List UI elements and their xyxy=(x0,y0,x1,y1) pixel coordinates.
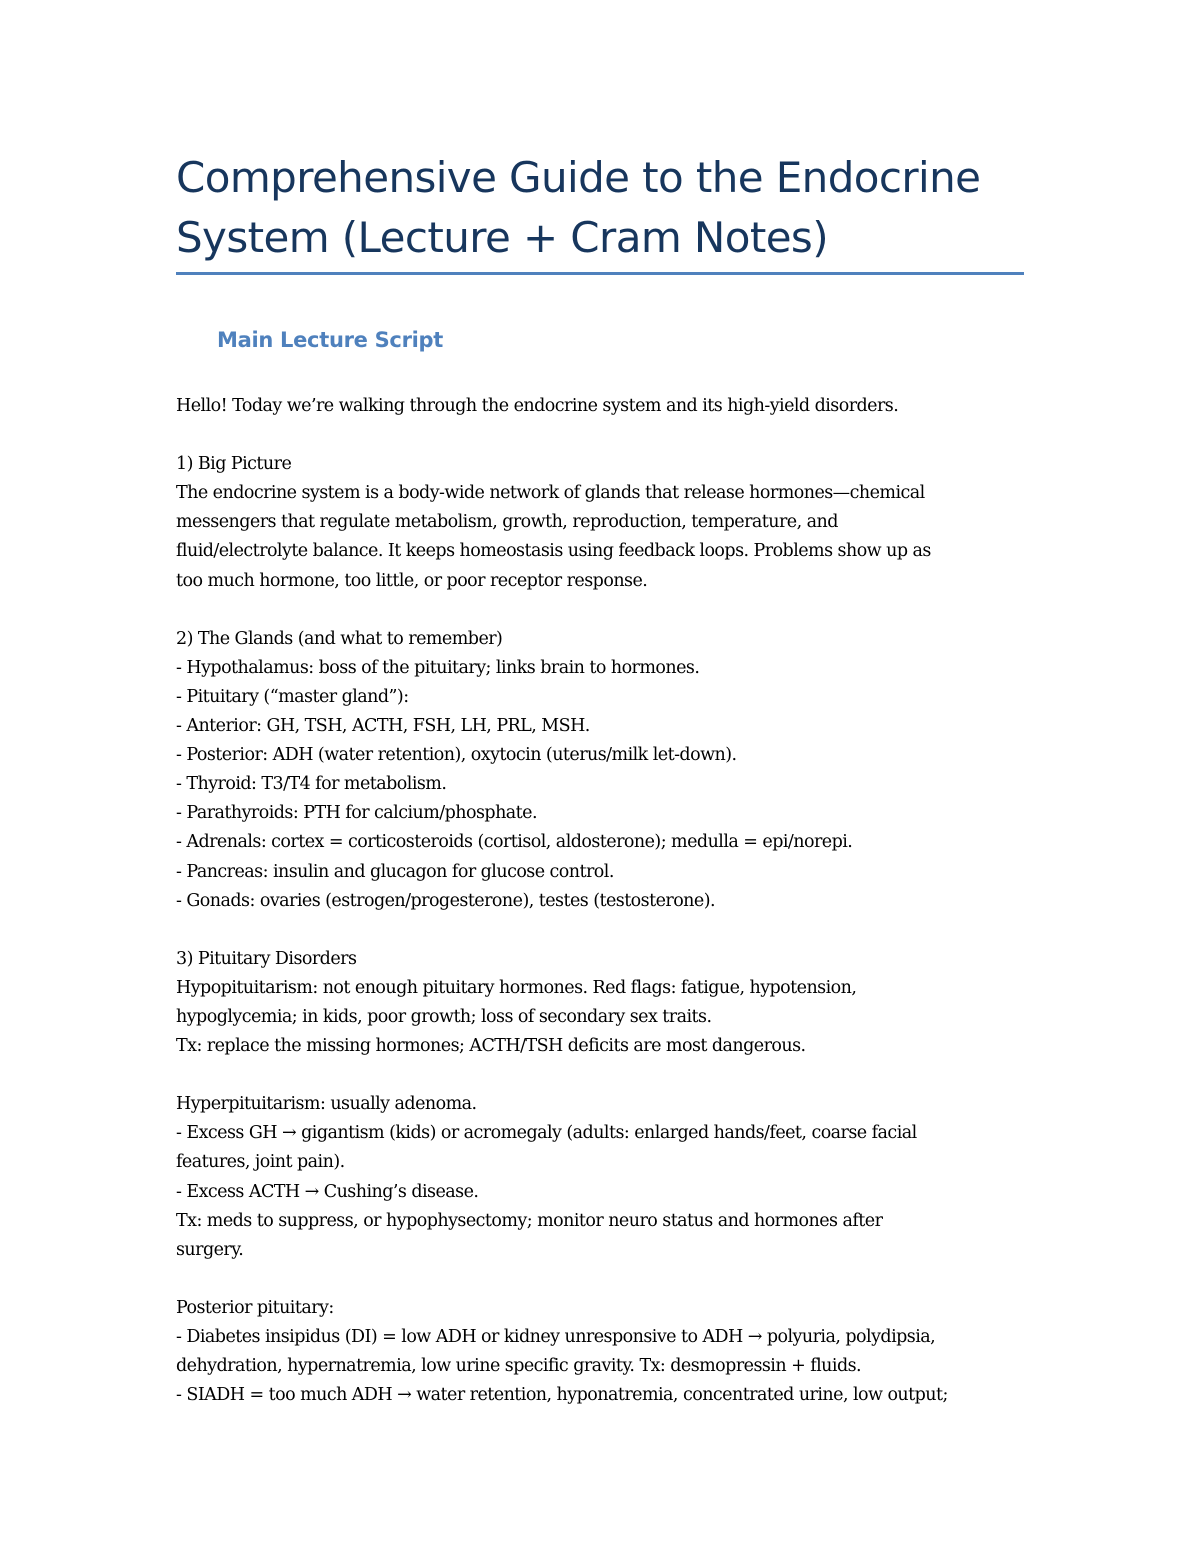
body-line: - Anterior: GH, TSH, ACTH, FSH, LH, PRL, MSH. xyxy=(176,716,590,737)
document-title-line-1: Comprehensive Guide to the Endocrine xyxy=(176,153,981,202)
body-line: dehydration, hypernatremia, low urine specific gravity. Tx: desmopressin + fluids. xyxy=(176,1356,862,1377)
body-line: messengers that regulate metabolism, growth, reproduction, temperature, and xyxy=(176,512,838,533)
body-line: Hello! Today we’re walking through the endocrine system and its high-yield disorders. xyxy=(176,396,899,416)
blank-line xyxy=(176,916,1036,945)
body-line: 3) Pituitary Disorders xyxy=(176,948,357,969)
body-line: - Thyroid: T3/T4 for metabolism. xyxy=(176,774,447,795)
body-line: too much hormone, too little, or poor receptor response. xyxy=(176,570,648,591)
body-line: - Posterior: ADH (water retention), oxytocin (uterus/milk let-down). xyxy=(176,745,737,766)
body-line: Tx: replace the missing hormones; ACTH/TSH deficits are most dangerous. xyxy=(176,1036,806,1057)
body-line: fluid/electrolyte balance. It keeps homeostasis using feedback loops. Problems show up as xyxy=(176,541,931,562)
title-underline-rule xyxy=(176,272,1024,275)
body-line: - Adrenals: cortex = corticosteroids (cortisol, aldosterone); medulla = epi/norepi. xyxy=(176,832,853,853)
body-line: Posterior pituitary: xyxy=(176,1297,334,1318)
lecture-body-text xyxy=(176,392,1036,1410)
section-heading: Main Lecture Script xyxy=(217,328,443,352)
blank-line xyxy=(176,421,1036,450)
body-line: Tx: meds to suppress, or hypophysectomy; monitor neuro status and hormones after xyxy=(176,1210,883,1231)
blank-line xyxy=(176,596,1036,625)
body-line: Hypopituitarism: not enough pituitary hormones. Red flags: fatigue, hypotension, xyxy=(176,977,857,998)
body-line: surgery. xyxy=(176,1239,244,1260)
body-line: - Pancreas: insulin and glucagon for glucose control. xyxy=(176,861,614,882)
blank-line xyxy=(176,1061,1036,1090)
body-line: - Excess GH → gigantism (kids) or acromegaly (adults: enlarged hands/feet, coarse facial xyxy=(176,1123,917,1144)
blank-line xyxy=(176,1265,1036,1294)
body-line: - Excess ACTH → Cushing’s disease. xyxy=(176,1181,479,1202)
body-line: - SIADH = too much ADH → water retention, hyponatremia, concentrated urine, low output; xyxy=(176,1385,948,1406)
body-line: 2) The Glands (and what to remember) xyxy=(176,628,503,649)
body-line: - Gonads: ovaries (estrogen/progesterone), testes (testosterone). xyxy=(176,890,715,911)
body-line: - Hypothalamus: boss of the pituitary; links brain to hormones. xyxy=(176,657,700,678)
document-title xyxy=(176,148,1036,268)
body-line: Hyperpituitarism: usually adenoma. xyxy=(176,1094,477,1115)
document-title-line-2: System (Lecture + Cram Notes) xyxy=(176,213,828,262)
body-line: - Pituitary (“master gland”): xyxy=(176,686,409,707)
body-line: - Parathyroids: PTH for calcium/phosphate. xyxy=(176,803,537,824)
body-line: The endocrine system is a body-wide network of glands that release hormones—chemical xyxy=(176,483,925,504)
body-line: 1) Big Picture xyxy=(176,454,292,475)
body-line: hypoglycemia; in kids, poor growth; loss of secondary sex traits. xyxy=(176,1006,712,1027)
body-line: - Diabetes insipidus (DI) = low ADH or kidney unresponsive to ADH → polyuria, polydipsia, xyxy=(176,1327,936,1347)
body-line: features, joint pain). xyxy=(176,1152,345,1173)
